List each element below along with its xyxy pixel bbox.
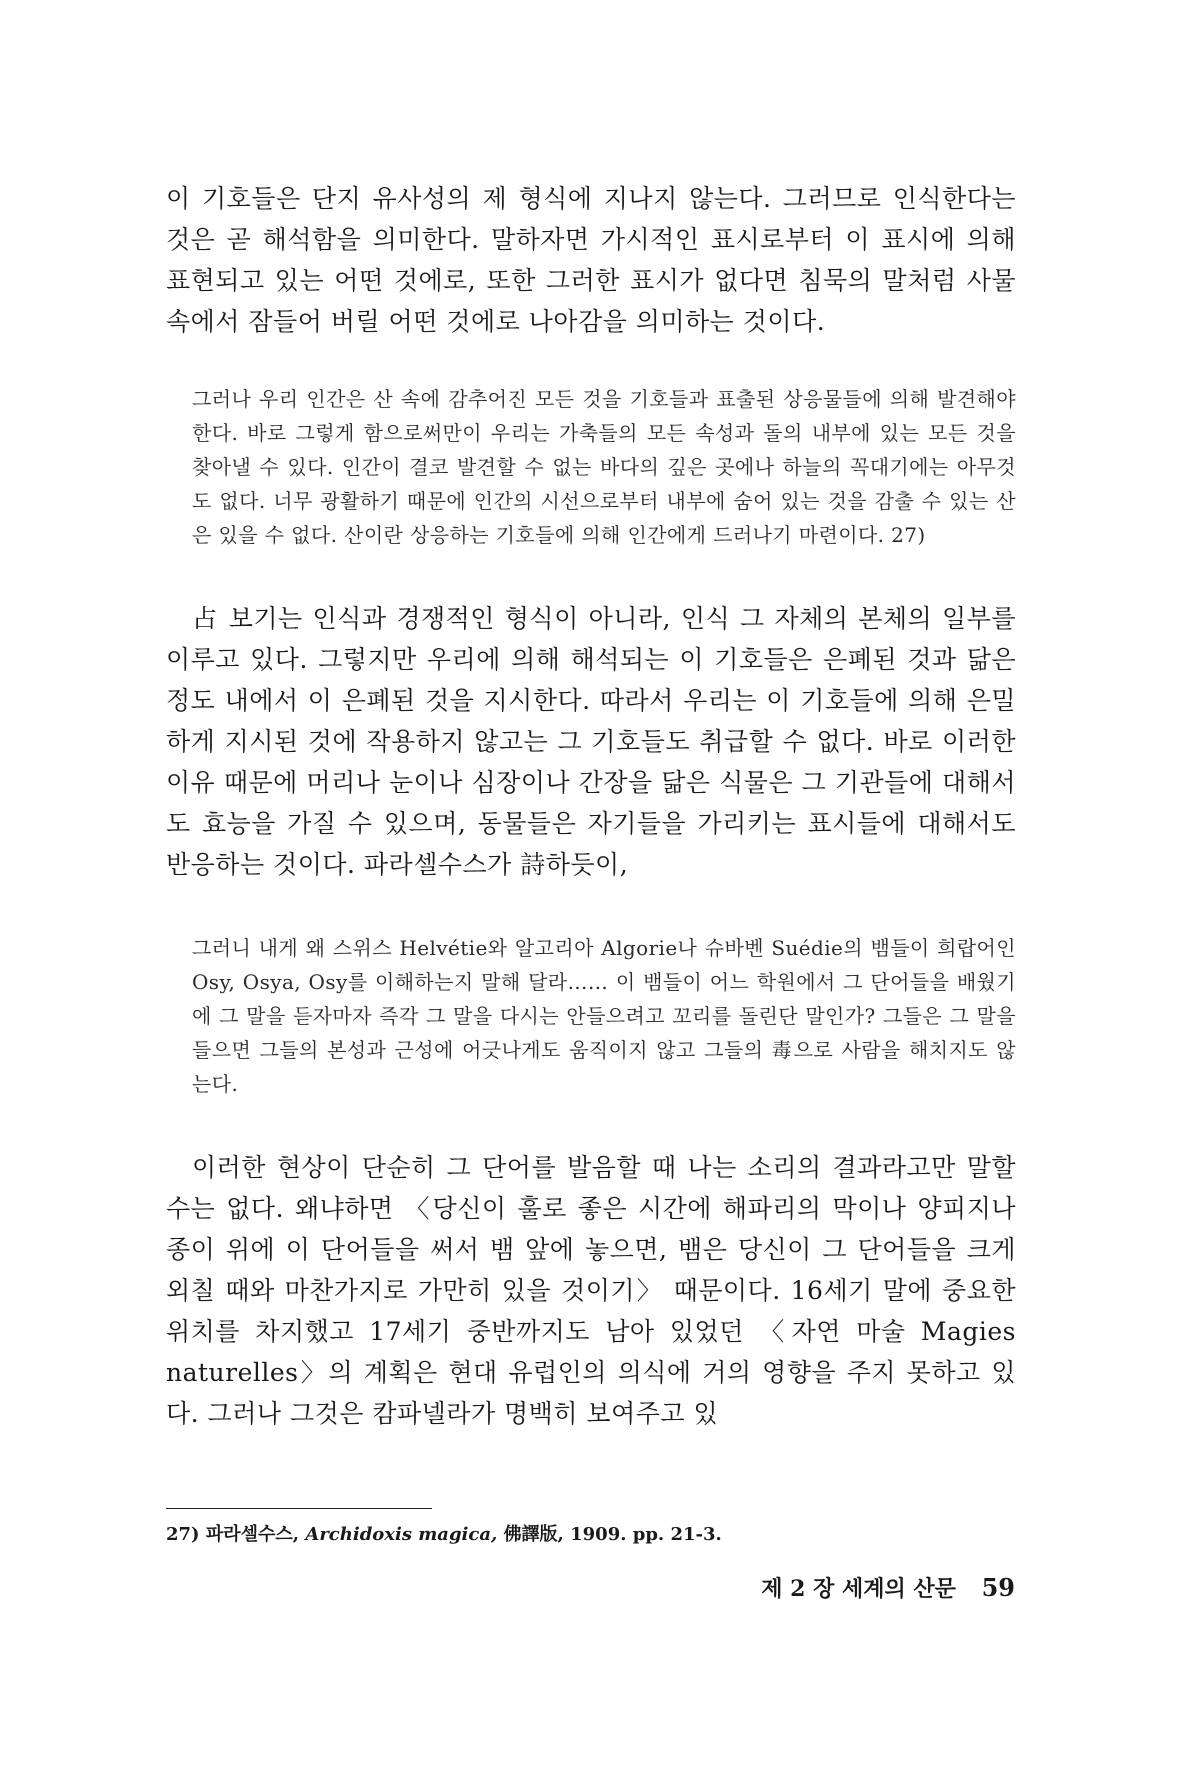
paragraph-3: 이러한 현상이 단순히 그 단어를 발음할 때 나는 소리의 결과라고만 말할 수는 없다. 왜냐하면 〈당신이 훌로 좋은 시간에 해파리의 막이나 양피지나 종이 위에 이 단어들을 써서 뱀 앞에 놓으면, 뱀은 당신이 그 단어들을 크게 외칠 때와 마찬가지로 가만히 있을 것이기〉 때문이다. 16세기 말에 중요한 위치를 차지했고 17세기 중반까지도 남아 있었던 〈자연 마술 Magies naturelles〉의 계획은 현대 유럽인의 의식에 거의 영향을 주지 못하고 있다. 그러나 그것은 캄파넬라가 명백히 보여주고 있 [166,1153,1016,1428]
footnote-divider [166,1508,432,1509]
footnote [166,1520,1016,1546]
paragraph-1: 이 기호들은 단지 유사성의 제 형식에 지나지 않는다. 그러므로 인식한다는 것은 곧 해석함을 의미한다. 말하자면 가시적인 표시로부터 이 표시에 의해 표현되고 있는 어떤 것에로, 또한 그러한 표시가 없다면 침묵의 말처럼 사물 속에서 잠들어 버릴 어떤 것에로 나아감을 의미하는 것이다. [166,184,1016,336]
page-body [166,178,1016,1434]
page-number: 59 [981,1573,1015,1602]
running-footer [761,1572,1015,1603]
chapter-title: 제 2 장 세계의 산문 [761,1576,956,1602]
block-quote-1: 그러나 우리 인간은 산 속에 감추어진 모든 것을 기호들과 표출된 상응물들에 의해 발견해야 한다. 바로 그렇게 함으로써만이 우리는 가축들의 모든 속성과 돌의 내부에 있는 모든 것을 찾아낼 수 있다. 인간이 결코 발견할 수 없는 바다의 깊은 곳에나 하늘의 꼭대기에는 아무것도 없다. 너무 광활하기 때문에 인간의 시선으로부터 내부에 숨어 있는 것을 감출 수 있는 산은 있을 수 없다. 산이란 상응하는 기호들에 의해 인간에게 드러나기 마련이다. 27) [192,387,1016,547]
footnote-author: 파라셀수스, [205,1524,300,1545]
paragraph-2: 占 보기는 인식과 경쟁적인 형식이 아니라, 인식 그 자체의 본체의 일부를 이루고 있다. 그렇지만 우리에 의해 해석되는 이 기호들은 은폐된 것과 닮은 정도 내에서 이 은폐된 것을 지시한다. 따라서 우리는 이 기호들에 의해 은밀하게 지시된 것에 작용하지 않고는 그 기호들도 취급할 수 없다. 바로 이러한 이유 때문에 머리나 눈이나 심장이나 간장을 닮은 식물은 그 기관들에 대해서도 효능을 가질 수 있으며, 동물들은 자기들을 가리키는 표시들에 대해서도 반응하는 것이다. 파라셀수스가 詩하듯이, [166,604,1016,879]
footnote-year-pages: 1909. pp. 21-3. [570,1524,722,1545]
footnote-title: Archidoxis magica, [305,1524,498,1545]
footnote-edition: 佛譯版, [503,1524,564,1545]
footnote-number: 27) [166,1524,200,1545]
block-quote-2: 그러니 내게 왜 스위스 Helvétie와 알고리아 Algorie나 슈바벤 Suédie의 뱀들이 희랍어인 Osy, Osya, Osy를 이해하는지 말해 달라…… 이 뱀들이 어느 학원에서 그 단어들을 배웠기에 그 말을 듣자마자 즉각 그 말을 다시는 안들으려고 꼬리를 돌린단 말인가? 그들은 그 말을 들으면 그들의 본성과 근성에 어긋나게도 움직이지 않고 그들의 毒으로 사람을 해치지도 않는다. [192,936,1016,1096]
